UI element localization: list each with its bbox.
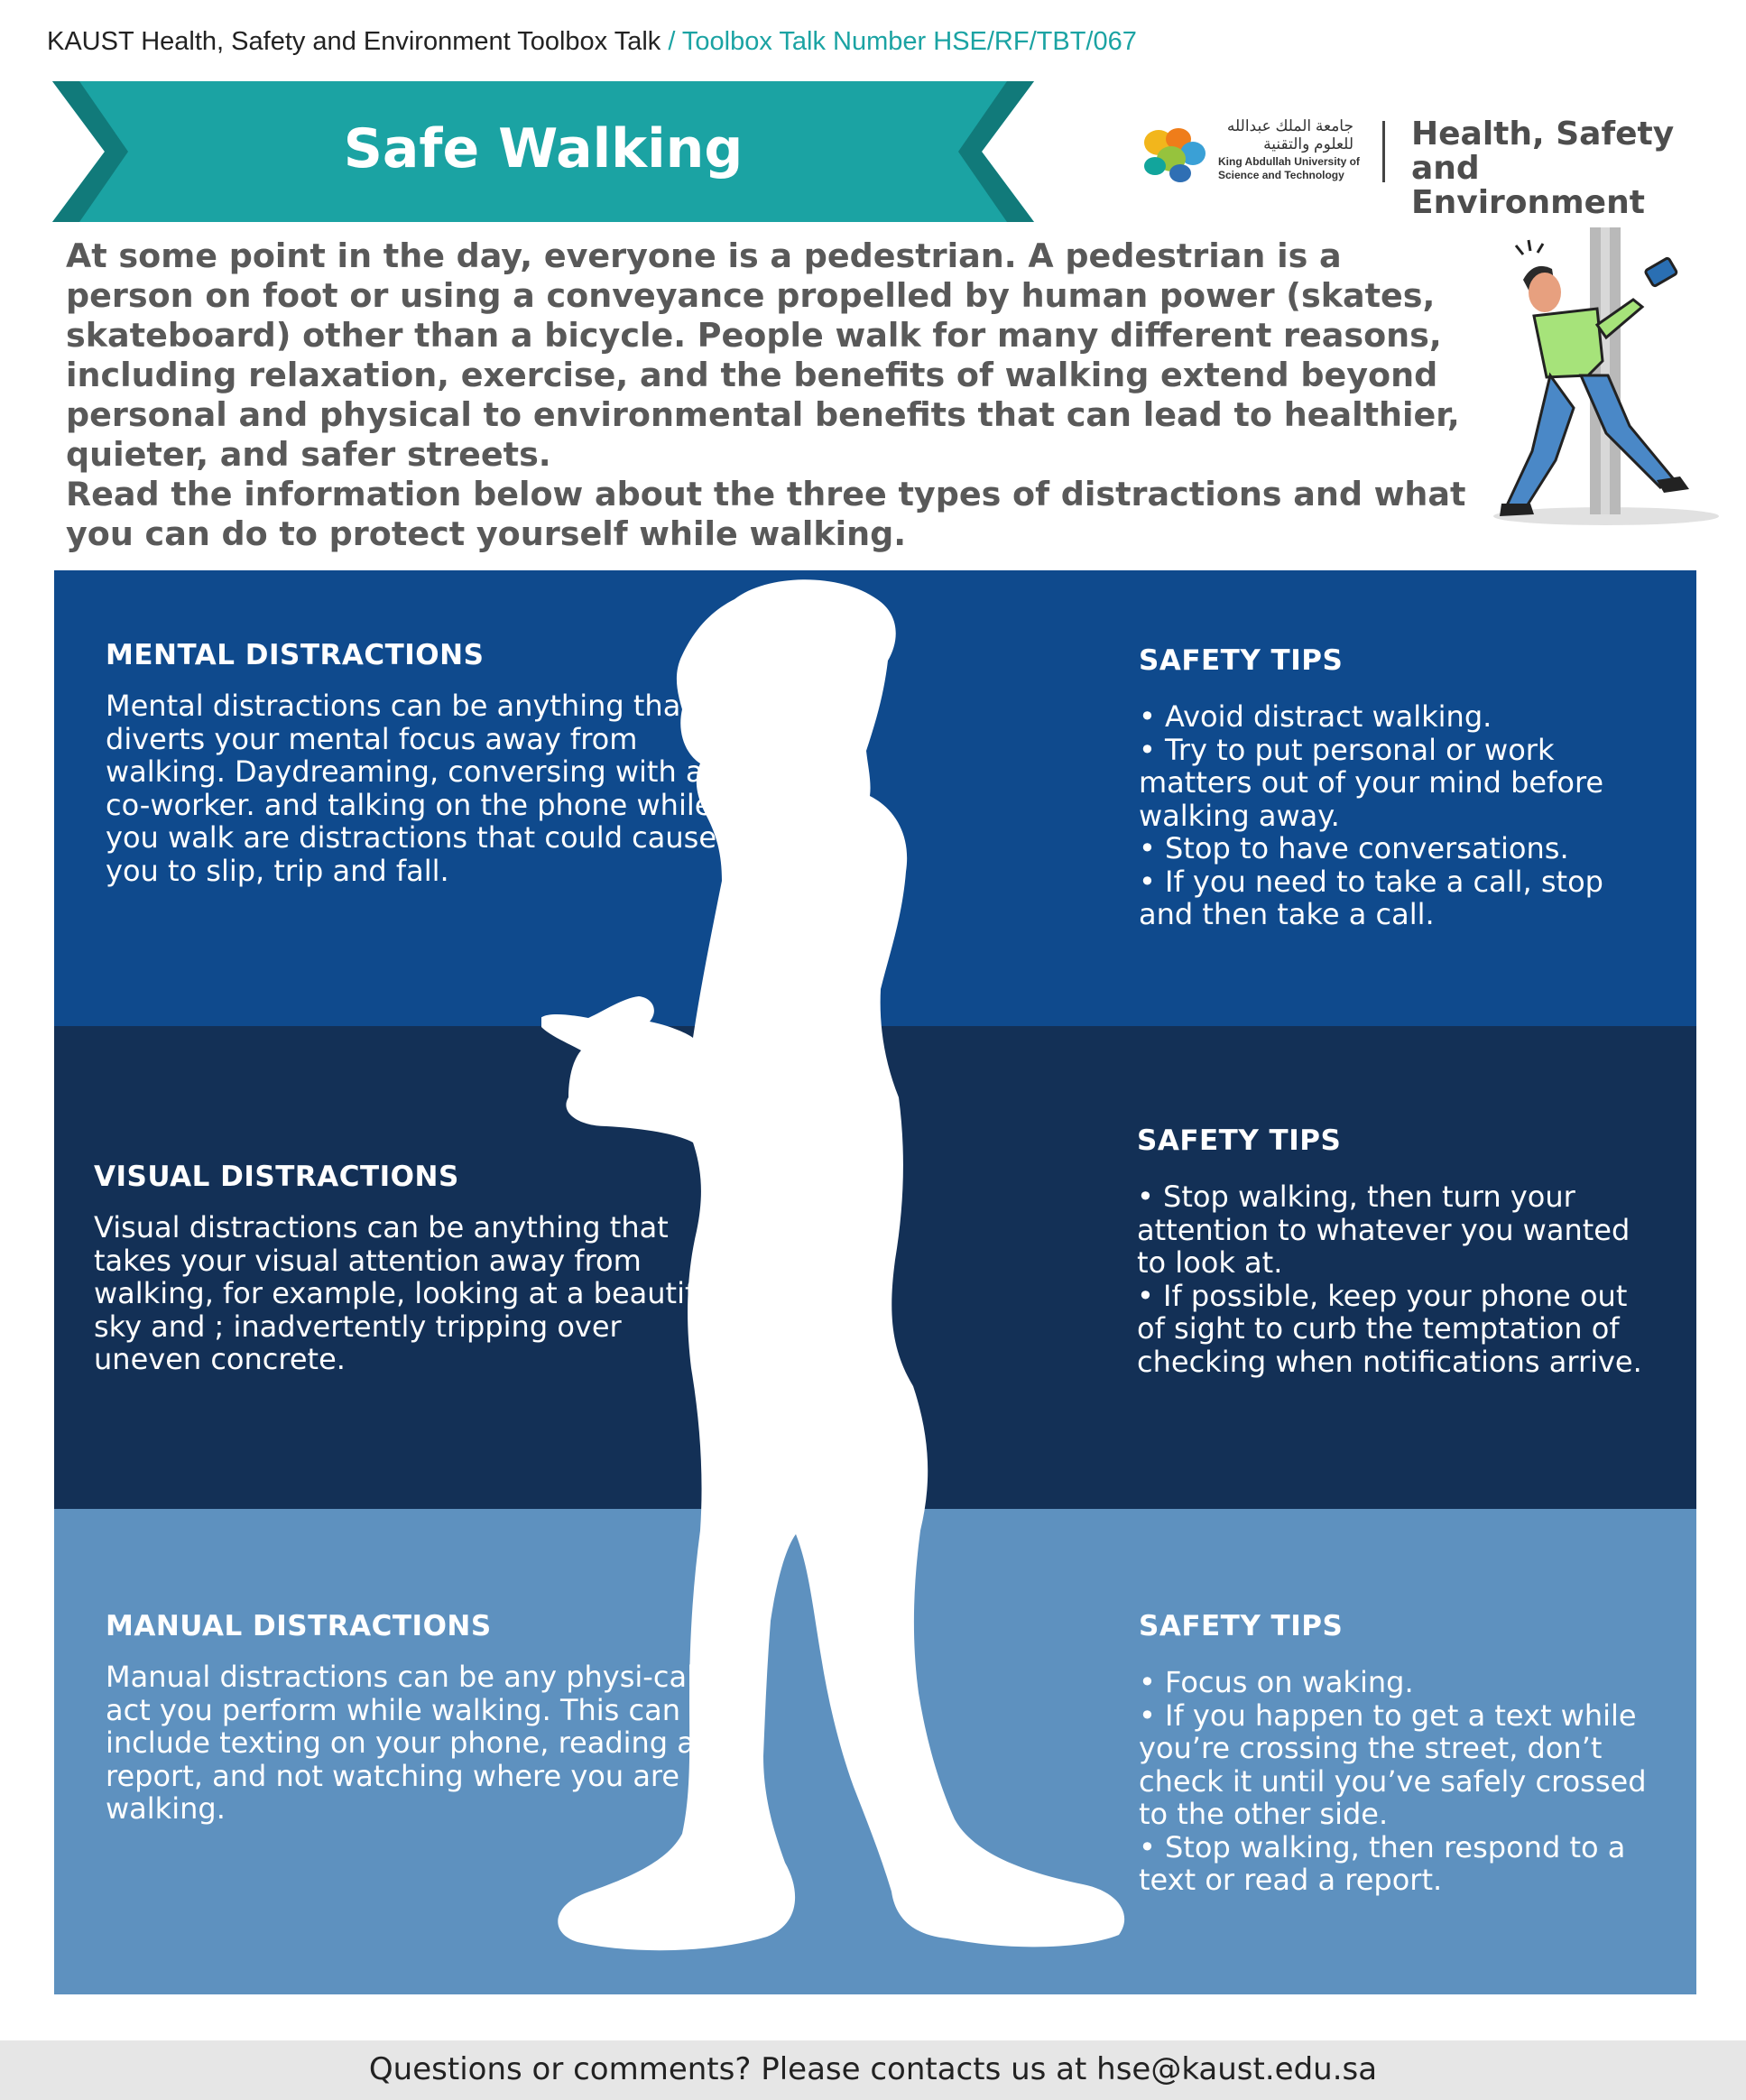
contact-text: Questions or comments? Please contacts us at hse@kaust.edu.sa [368, 2051, 1378, 2087]
manual-title: MANUAL DISTRACTIONS [106, 1610, 492, 1642]
tip-item: • If you need to take a call, stop and then take a call. [1139, 864, 1603, 931]
mental-title: MENTAL DISTRACTIONS [106, 639, 485, 671]
logo-hse-text: Health, Safety and Environment [1411, 116, 1675, 221]
footer-bar [0, 2040, 1746, 2100]
mental-tips-list [1139, 700, 1662, 931]
kaust-hse-logo [1139, 114, 1716, 221]
tip-item: • Stop walking, then respond to a text or read a report. [1139, 1829, 1626, 1897]
walking-into-pole-illustration [1480, 217, 1723, 532]
tip-item: • If possible, keep your phone out of sight to curb the temptation of checking when notifications arrive. [1137, 1278, 1642, 1379]
logo-divider [1382, 121, 1385, 182]
document-header [47, 27, 1137, 57]
header-org: KAUST Health, Safety and Environment Toolbox Talk [47, 27, 661, 56]
kaust-logo-icon [1139, 119, 1215, 188]
manual-tips-list [1139, 1666, 1662, 1897]
tip-item: • If you happen to get a text while you’re crossing the street, don’t check it until you’ve safely crossed to the other side. [1139, 1698, 1647, 1831]
tip-item: • Try to put personal or work matters out of your mind before walking away. [1139, 732, 1604, 833]
mental-tips-title: SAFETY TIPS [1139, 644, 1344, 677]
manual-body: Manual distractions can be any physi-cal act you perform while walking. This can include texting on your phone, reading a report, and not watching where you are walking. [106, 1660, 695, 1826]
manual-tips-title: SAFETY TIPS [1139, 1610, 1344, 1642]
logo-english-name: King Abdullah University of Science and Technology [1218, 155, 1360, 181]
intro-text [66, 236, 1473, 554]
mental-body: Mental distractions can be anything that diverts your mental focus away from walking. Daydreaming, conversing with a co-worker. and talking on the phone while you walk are distractions that could cause you to slip, trip and fall. [106, 689, 717, 888]
tip-item: • Stop to have conversations. [1139, 831, 1569, 865]
tip-item: • Avoid distract walking. [1139, 699, 1492, 734]
page-title: Safe Walking [343, 117, 744, 180]
visual-tips-title: SAFETY TIPS [1137, 1124, 1342, 1157]
logo-arabic-name: جامعة الملك عبدالله للعلوم والتقنية [1226, 117, 1353, 153]
visual-title: VISUAL DISTRACTIONS [94, 1161, 459, 1193]
header-number: / Toolbox Talk Number HSE/RF/TBT/067 [661, 27, 1137, 56]
tip-item: • Stop walking, then turn your attention to whatever you wanted to look at. [1137, 1180, 1631, 1280]
visual-body: Visual distractions can be anything that takes your visual attention away from walking, for example, looking at a beautiful sky and ; inadvertently tripping over uneven concrete. [94, 1210, 722, 1376]
intro-paragraph-2: Read the information below about the three types of distractions and what you can do to protect yourself while walking. [66, 475, 1466, 553]
intro-paragraph-1: At some point in the day, everyone is a pedestrian. A pedestrian is a person on foot or using a conveyance propelled by human power (skates, skateboard) other than a bicycle. People walk for many different reasons, including relaxation, exercise, and the benefits of walking extend beyond personal and physical to environmental benefits that can lead to healthier, quieter, and safer streets. [66, 236, 1460, 474]
tip-item: • Focus on waking. [1139, 1665, 1414, 1699]
title-banner [52, 81, 1034, 222]
visual-tips-list [1137, 1180, 1642, 1378]
